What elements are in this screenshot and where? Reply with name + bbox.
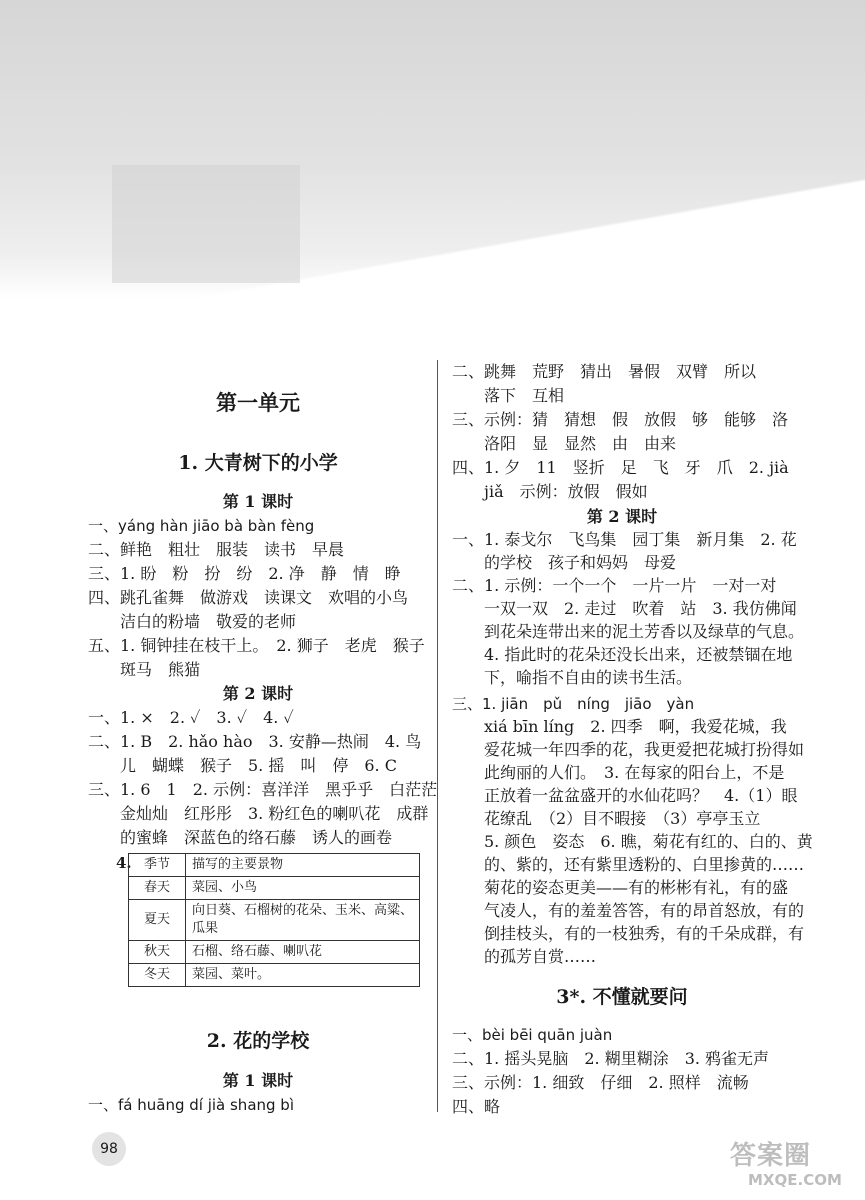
answer-line: 一双一双 2. 走过 吹着 站 3. 我仿佛闻 [452, 599, 797, 618]
answer-line: 三、1. 6 1 2. 示例：喜洋洋 黑乎乎 白茫茫 [88, 780, 438, 799]
answer-line: 一、1. 泰戈尔 飞鸟集 园丁集 新月集 2. 花 [452, 530, 797, 549]
answer-line: 斑马 熊猫 [88, 660, 201, 679]
answer-line: 花缭乱 （2）目不暇接 （3）亭亭玉立 [452, 809, 761, 828]
answer-line: jiǎ 示例：放假 假如 [452, 482, 648, 501]
answer-line: 二、1. B 2. hǎo hào 3. 安静—热闹 4. 鸟 [88, 732, 422, 751]
table-label: 4. [116, 854, 132, 872]
lesson-2-period-1-heading: 第 1 课时 [222, 1071, 294, 1090]
answer-line: 的学校 孩子和妈妈 母爱 [452, 553, 677, 572]
answer-line: 的孤芳自赏…… [452, 947, 597, 966]
answer-line: 菊花的姿态更美——有的彬彬有礼，有的盛 [452, 878, 789, 897]
answer-line: 一、1. × 2. ✓ 3. ✓ 4. ✓ [88, 708, 294, 727]
answer-line: 此绚丽的人们。 3. 在每家的阳台上，不是 [452, 763, 785, 782]
answer-line: 四、跳孔雀舞 做游戏 读课文 欢唱的小鸟 [88, 588, 409, 607]
watermark-logo [730, 1135, 855, 1195]
table-cell: 夏天 [129, 900, 186, 941]
answer-line: 爱花城一年四季的花，我更爱把花城打扮得如 [452, 740, 805, 759]
answer-line: 二、跳舞 荒野 猜出 暑假 双臂 所以 [452, 362, 757, 381]
answer-line: 二、1. 摇头晃脑 2. 糊里糊涂 3. 鸦雀无声 [452, 1049, 770, 1068]
table-row [129, 900, 420, 941]
table-cell: 向日葵、石榴树的花朵、玉米、高粱、瓜果 [186, 900, 420, 941]
table-header-cell: 描写的主要景物 [186, 854, 420, 877]
answer-line: 的蜜蜂 深蓝色的络石藤 诱人的画卷 [88, 828, 393, 847]
answer-line: 一、fá huāng dí jià shang bì [88, 1096, 294, 1114]
answer-line: xiá bīn líng 2. 四季 啊，我爱花城，我 [452, 717, 787, 736]
table-header-row [129, 854, 420, 877]
table-cell: 石榴、络石藤、喇叭花 [186, 941, 420, 964]
answer-line: 三、1. 盼 粉 扮 纷 2. 净 静 情 睁 [88, 564, 401, 583]
unit-title: 第一单元 [216, 390, 300, 415]
lesson-1-title: 1. 大青树下的小学 [178, 452, 338, 474]
table-cell: 菜园、菜叶。 [186, 964, 420, 987]
answer-line: 一、yáng hàn jiāo bà bàn fèng [88, 517, 315, 535]
answer-line: 儿 蝴蝶 猴子 5. 摇 叫 停 6. C [88, 756, 397, 775]
lesson-1-period-2-heading: 第 2 课时 [222, 684, 294, 703]
lesson-1-period-1-heading: 第 1 课时 [222, 492, 294, 511]
answer-line: 一、bèi bēi quān juàn [452, 1026, 613, 1044]
header-decoration-box [112, 165, 300, 283]
table-cell: 秋天 [129, 941, 186, 964]
page-number: 98 [92, 1132, 126, 1166]
answer-line: 三、1. jiān pǔ níng jiāo yàn [452, 695, 695, 713]
answer-line: 4. 指此时的花朵还没长出来，还被禁锢在地 [452, 645, 793, 664]
table-row [129, 964, 420, 987]
answer-line: 落下 互相 [452, 386, 565, 405]
answer-line: 四、略 [452, 1097, 501, 1116]
watermark-domain: MXQE.COM [748, 1171, 842, 1189]
table-header-cell: 季节 [129, 854, 186, 877]
watermark-logo-text: 答案圈 [730, 1141, 812, 1171]
table-row [129, 941, 420, 964]
table-cell: 冬天 [129, 964, 186, 987]
answer-line: 气凌人，有的羞羞答答，有的昂首怒放，有的 [452, 901, 805, 920]
answer-line: 洛阳 显 显然 由 由来 [452, 434, 677, 453]
column-divider [437, 360, 438, 1112]
answer-line: 四、1. 夕 11 竖折 足 飞 牙 爪 2. jià [452, 458, 789, 477]
season-table [128, 853, 420, 987]
lesson-3-title: 3*. 不懂就要问 [556, 986, 688, 1008]
answer-line: 洁白的粉墙 敬爱的老师 [88, 612, 297, 631]
answer-line: 五、1. 铜钟挂在枝干上。 2. 狮子 老虎 猴子 [88, 636, 425, 655]
table-row [129, 877, 420, 900]
answer-line: 下，喻指不自由的读书生活。 [452, 668, 693, 687]
table-cell: 菜园、小鸟 [186, 877, 420, 900]
answer-line: 的、紫的，还有紫里透粉的、白里掺黄的…… [452, 855, 805, 874]
table-cell: 春天 [129, 877, 186, 900]
answer-line: 二、鲜艳 粗壮 服装 读书 早晨 [88, 540, 345, 559]
lesson-2-title: 2. 花的学校 [206, 1030, 310, 1052]
answer-line: 金灿灿 红彤彤 3. 粉红色的喇叭花 成群 [88, 804, 429, 823]
answer-line: 三、示例：猜 猜想 假 放假 够 能够 洛 [452, 410, 789, 429]
lesson-2-period-2-heading: 第 2 课时 [586, 507, 658, 526]
answer-line: 5. 颜色 姿态 6. 瞧，菊花有红的、白的、黄 [452, 832, 813, 851]
answer-line: 正放着一盆盆盛开的水仙花吗？ 4.（1）眼 [452, 786, 798, 805]
answer-line: 到花朵连带出来的泥土芳香以及绿草的气息。 [452, 622, 805, 641]
answer-line: 倒挂枝头，有的一枝独秀，有的千朵成群，有 [452, 924, 805, 943]
answer-line: 三、示例：1. 细致 仔细 2. 照样 流畅 [452, 1073, 749, 1092]
answer-line: 二、1. 示例：一个一个 一片一片 一对一对 [452, 576, 777, 595]
